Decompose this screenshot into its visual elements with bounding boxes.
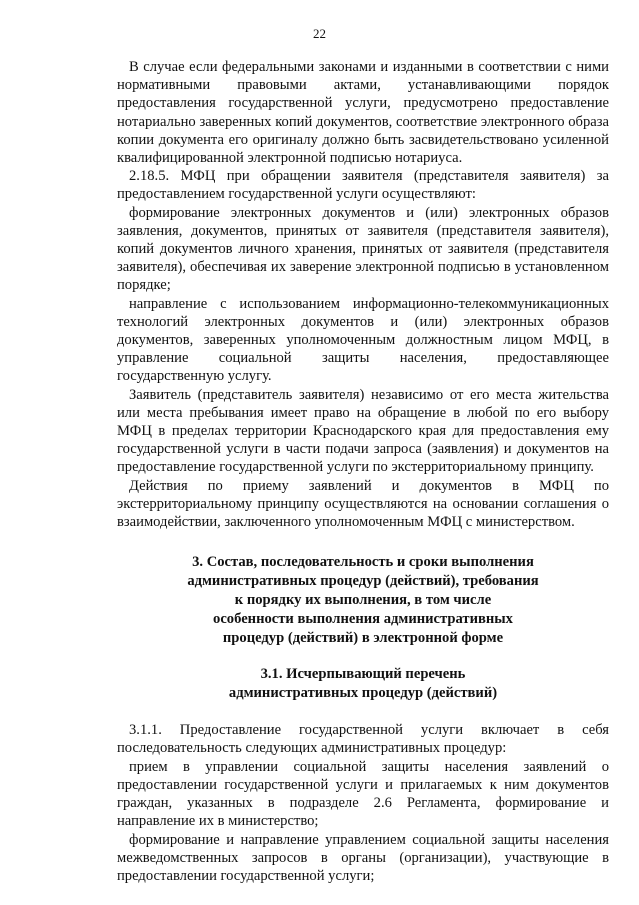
section-heading-line: к порядку их выполнения, в том числе: [234, 592, 492, 609]
paragraph-sending-documents: направление с использованием информационно-телекоммуникационных технологий электронных документов и (или) электронных образов документов, заверенных уполномоченным должностным лицом МФЦ, в управление социальной защиты населения, предоставляющее государственную услугу.: [117, 295, 609, 385]
page-number: 22: [313, 26, 326, 41]
paragraph-procedure-requests: формирование и направление управлением социальной защиты населения межведомственных запросов в органы (организации), участвующие в предоставлении государственной услуги;: [117, 831, 609, 884]
section-heading-line: 3. Состав, последовательность и сроки выполнения: [192, 554, 534, 571]
document-body: [117, 58, 609, 885]
subsection-heading-line: административных процедур (действий): [228, 685, 498, 702]
paragraph-extraterritorial-right: Заявитель (представитель заявителя) независимо от его места жительства или места пребывания имеет право на обращение в любой по его выбору МФЦ в пределах территории Краснодарского края для предоставления ему государственной услуги в части подачи запроса (заявления) и документов на предоставление государственной услуги по экстерриториальному принципу.: [117, 386, 609, 476]
subsection-heading-3-1: [117, 665, 609, 703]
section-heading-line: процедур (действий) в электронной форме: [222, 630, 504, 647]
section-heading-line: административных процедур (действий), требования: [187, 573, 539, 590]
paragraph-extraterritorial-agreement: Действия по приему заявлений и документов в МФЦ по экстерриториальному принципу осуществляются на основании соглашения о взаимодействии, заключенного уполномоченным МФЦ с министерством.: [117, 477, 609, 531]
subsection-heading-line: 3.1. Исчерпывающий перечень: [260, 666, 466, 683]
paragraph-forming-documents: формирование электронных документов и (или) электронных образов заявления, документов, принятых от заявителя (представителя заявителя), копий документов личного хранения, принятых от заявителя (представителя заявителя), обеспечивая их заверение электронной подписью в установленном порядке;: [117, 204, 609, 294]
paragraph-notarial-copies: В случае если федеральными законами и изданными в соответствии с ними нормативными правовыми актами, устанавливающими порядок предоставления государственной услуги, предусмотрено предоставление нотариально заверенных копий документов, соответствие электронного образа копии документа его оригиналу должно быть засвидетельствовано усиленной квалифицированной электронной подписью нотариуса.: [117, 59, 609, 167]
paragraph-3-1-1: 3.1.1. Предоставление государственной услуги включает в себя последовательность следующих административных процедур:: [117, 722, 609, 757]
section-heading-line: особенности выполнения административных: [213, 611, 513, 628]
section-heading-3: [117, 553, 609, 648]
paragraph-2-18-5: 2.18.5. МФЦ при обращении заявителя (представителя заявителя) за предоставлением государственной услуги осуществляют:: [117, 168, 609, 203]
paragraph-procedure-reception: прием в управлении социальной защиты населения заявлений о предоставлении государственной услуги и прилагаемых к ним документов граждан, указанных в подразделе 2.6 Регламента, формирование и направление их в министерство;: [117, 758, 609, 830]
